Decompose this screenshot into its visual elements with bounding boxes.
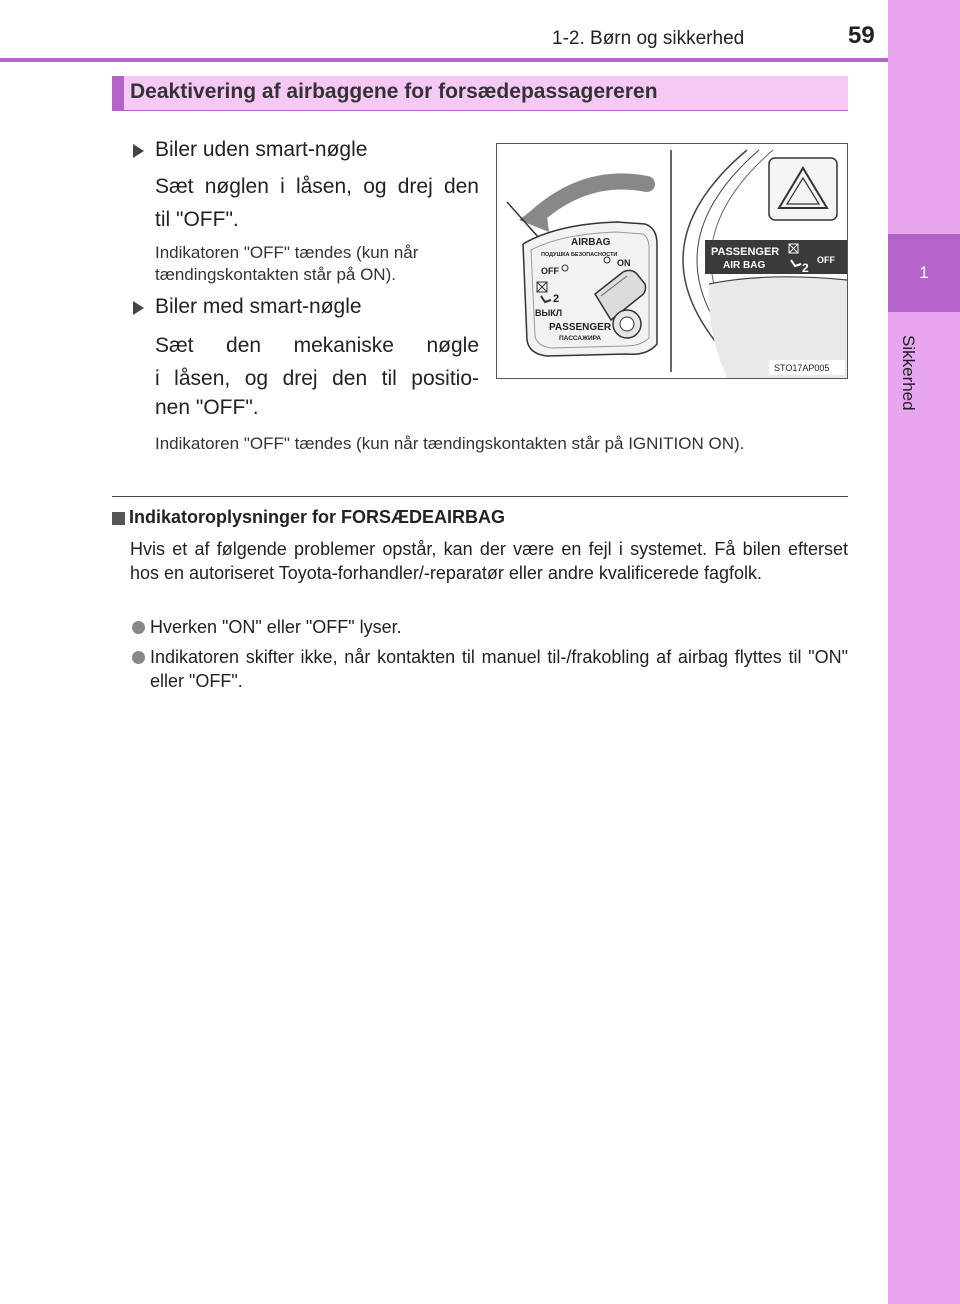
- item-text-line: Sæt nøglen i låsen, og drej den: [155, 175, 479, 198]
- page-number: 59: [848, 22, 875, 49]
- airbag-switch-figure: [496, 143, 848, 379]
- info-bullet: Hverken "ON" eller "OFF" lyser.: [150, 617, 402, 637]
- chapter-tab: [888, 234, 960, 312]
- section-title-bar: [112, 76, 848, 111]
- switch-label-on: ON: [617, 258, 631, 268]
- section-name: 1-2. Børn og sikkerhed: [552, 28, 745, 49]
- switch-label-off: OFF: [541, 266, 559, 276]
- item-note: Indikatoren "OFF" tændes (kun når tændingskontakten står på ON).: [155, 243, 419, 284]
- rotate-arrow-icon: [537, 181, 647, 216]
- arrow-bullet-icon: [133, 301, 144, 315]
- item-text-line: til "OFF".: [155, 208, 239, 231]
- section-divider: [112, 496, 848, 497]
- switch-label-passenger: PASSENGER: [549, 322, 612, 333]
- indicator-label-airbag: AIR BAG: [723, 260, 766, 271]
- svg-text:2: 2: [802, 261, 809, 275]
- square-bullet-icon: [112, 512, 125, 525]
- rotate-arrow-head-icon: [519, 200, 549, 232]
- item-text-line: Sæt den mekaniske nøgle: [155, 334, 479, 357]
- title-accent: [112, 76, 124, 110]
- indicator-label-off: OFF: [817, 255, 835, 265]
- switch-label-airbag-ru: ПОДУШКА БЕЗОПАСНОСТИ: [541, 252, 618, 258]
- info-body: Hvis et af følgende problemer opstår, kan der være en fejl i systemet. Få bilen efterset hos en autoriseret Toyota-forhandler/-reparatør eller andre kvalificerede fagfolk.: [130, 539, 848, 583]
- item-text-line: nen "OFF".: [155, 396, 259, 419]
- switch-label-passenger-ru: ПАССАЖИРА: [559, 335, 602, 342]
- switch-label-airbag: AIRBAG: [571, 237, 611, 248]
- section-title: Deaktivering af airbaggene for forsædepassagereren: [130, 80, 658, 103]
- arrow-bullet-icon: [133, 144, 144, 158]
- item-heading: Biler uden smart-nøgle: [155, 138, 368, 161]
- bullet-dot-icon: [132, 651, 145, 664]
- bullet-dot-icon: [132, 621, 145, 634]
- item-heading: Biler med smart-nøgle: [155, 295, 362, 318]
- figure-code: STO17AP005: [774, 363, 830, 373]
- svg-text:2: 2: [553, 293, 560, 305]
- header-rule: [0, 58, 888, 62]
- airbag-switch-illustration: [497, 144, 847, 378]
- info-bullet: Indikatoren skifter ikke, når kontakten til manuel til-/frakobling af airbag flyttes til "ON" eller "OFF".: [150, 647, 848, 691]
- indicator-label-passenger: PASSENGER: [711, 246, 780, 258]
- info-heading: Indikatoroplysninger for FORSÆDEAIRBAG: [129, 507, 506, 527]
- item-note: Indikatoren "OFF" tændes (kun når tændingskontakten står på IGNITION ON).: [155, 434, 745, 453]
- chapter-number: 1: [919, 263, 929, 282]
- chapter-side-band: [888, 0, 960, 1304]
- item-text-line: i låsen, og drej den til positio-: [155, 367, 479, 390]
- chapter-label: Sikkerhed: [899, 335, 918, 411]
- switch-label-vykl: ВЫКЛ: [535, 308, 563, 318]
